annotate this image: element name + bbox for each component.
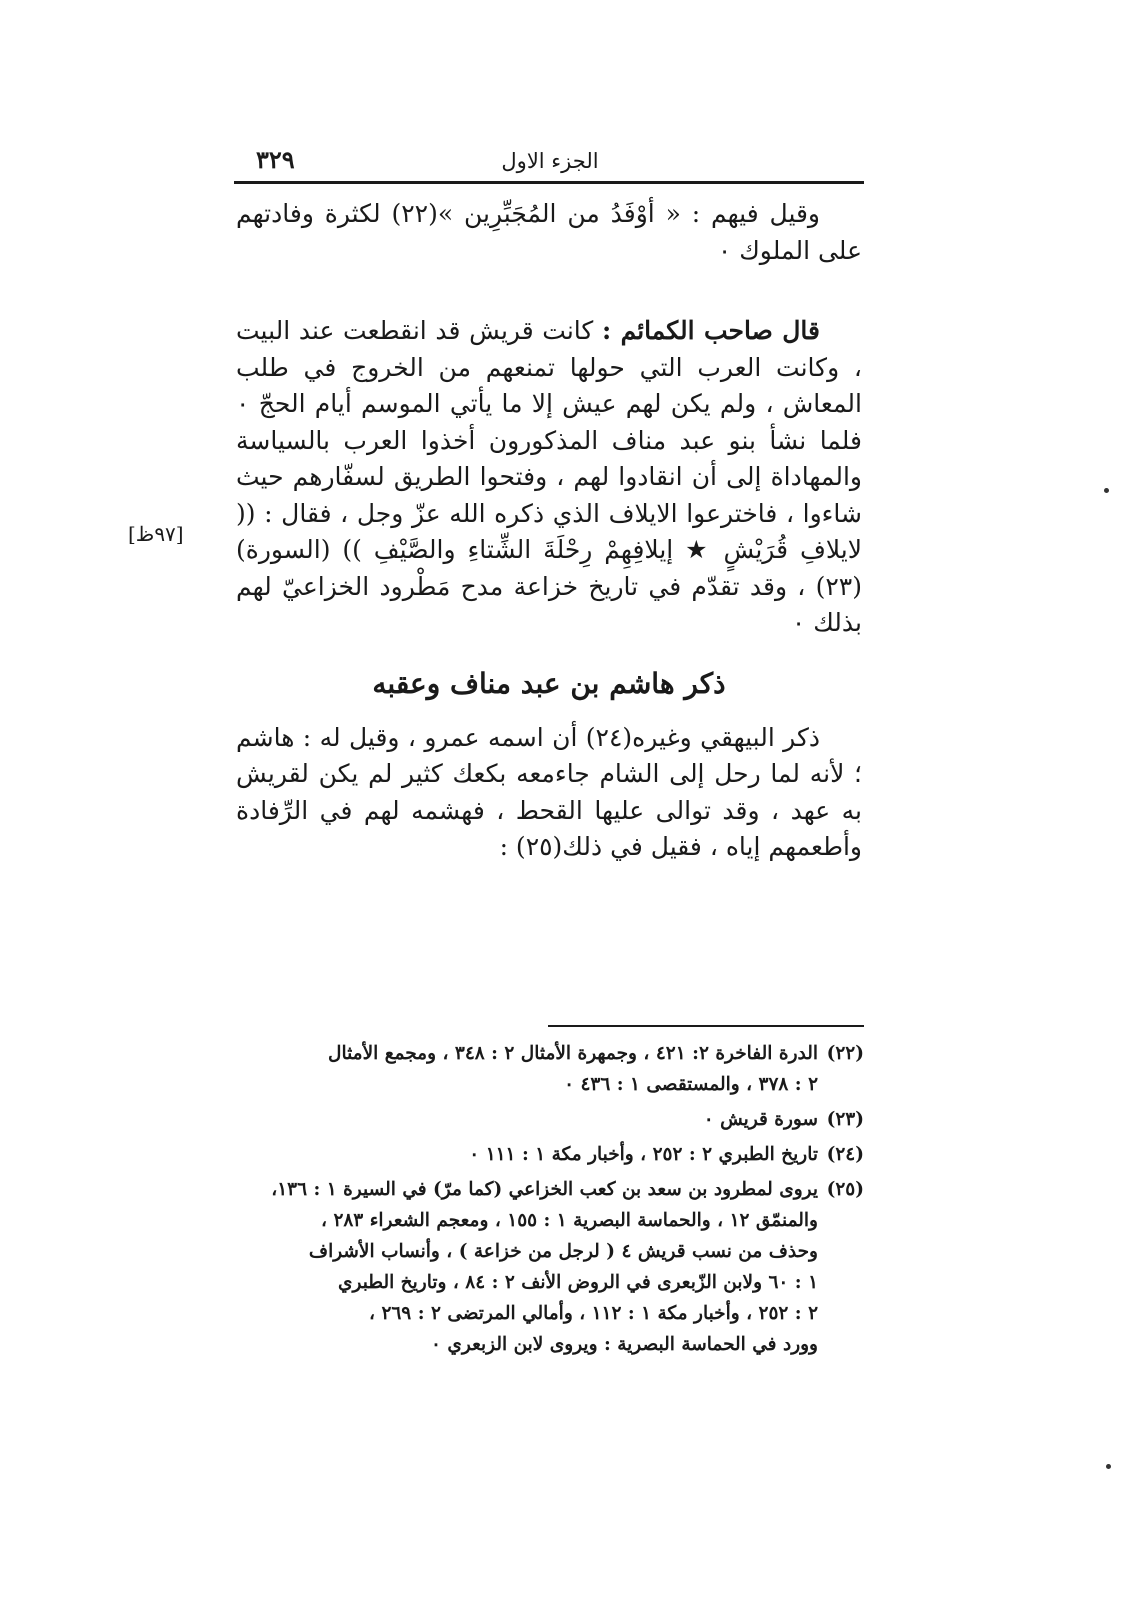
footnote	[234, 1038, 864, 1100]
footnote-number: (٢٥)	[826, 1179, 864, 1200]
footnote-line: والمنمّق ١٢ ، والحماسة البصرية ١ : ١٥٥ ، ومعجم الشعراء ٢٨٣ ،	[321, 1210, 818, 1231]
footnote	[234, 1174, 864, 1360]
header-title: الجزء الاول	[501, 149, 599, 173]
footnote-line: ١ : ٦٠ ولابن الزّبعرى في الروض الأنف ٢ : ٨٤ ، وتاريخ الطبري	[338, 1272, 818, 1293]
footnotes	[234, 1038, 864, 1364]
footnote-line: سورة قريش ٠	[703, 1109, 818, 1130]
footnote-text	[234, 1174, 818, 1360]
paragraph-2-text: كانت قريش قد انقطعت عند البيت ، وكانت العرب التي حولها تمنعهم من الخروج في طلب المعاش ، ولم يكن لهم عيش إلا ما يأتي الموسم أيام الحجّ ٠ فلما نشأ بنو عبد مناف المذكورون أخذوا العرب بالسياسة والمهاداة إلى أن انقادوا لهم ، وفتحوا الطريق لسفّارهم حيث شاءوا ، فاخترعوا الايلاف الذي ذكره الله عزّ وجل ، فقال :	[236, 316, 862, 528]
footnote-rule	[548, 1025, 864, 1027]
footnote-line: ٢ : ٢٥٢ ، وأخبار مكة ١ : ١١٢ ، وأمالي المرتضى ٢ : ٢٦٩ ،	[369, 1303, 818, 1324]
footnote-text	[234, 1139, 818, 1170]
footnote-line: وورد في الحماسة البصرية : ويروى لابن الزبعري ٠	[431, 1334, 818, 1355]
quran-quote: (( لايلافِ قُرَيْشٍ ★ إيلافِهِمْ رِحْلَةَ الشِّتاءِ والصَّيْفِ )) (السورة)(٢٣) ، وقد تقدّم في تاريخ خزاعة مدح مَطْرود الخزاعيّ لهم بذلك ٠	[236, 498, 862, 637]
margin-folio-note: [٩٧ظ]	[128, 522, 184, 546]
footnote	[234, 1139, 864, 1170]
footnote-number: (٢٤)	[826, 1144, 864, 1165]
footnote-line: يروى لمطرود بن سعد بن كعب الخزاعي (كما مرّ) في السيرة ١ : ١٣٦،	[271, 1179, 818, 1200]
footnote-line: تاريخ الطبري ٢ : ٢٥٢ ، وأخبار مكة ١ : ١١١ ٠	[469, 1144, 818, 1165]
header-rule	[234, 181, 864, 184]
main-text	[236, 196, 862, 866]
paragraph-2	[236, 313, 862, 642]
footnote-number: (٢٢)	[826, 1043, 864, 1064]
scan-speck	[1104, 488, 1109, 493]
footnote-text	[234, 1038, 818, 1100]
paragraph-3: ذكر البيهقي وغيره(٢٤) أن اسمه عمرو ، وقيل له : هاشم ؛ لأنه لما رحل إلى الشام جاءمعه بكعك كثير لم يكن لقريش به عهد ، وقد توالى عليها القحط ، فهشمه لهم في الرِّفادة وأطعمهم إياه ، فقيل في ذلك(٢٥) :	[236, 722, 862, 861]
footnote	[234, 1104, 864, 1135]
paragraph-1: وقيل فيهم : « أوْفَدُ من المُجَبِّرِين »(٢٢) لكثرة وفادتهم على الملوك ٠	[236, 199, 862, 265]
running-header	[236, 145, 864, 181]
footnote-line: وحذف من نسب قريش ٤ ( لرجل من خزاعة ) ، وأنساب الأشراف	[308, 1241, 818, 1262]
footnote-text	[234, 1104, 818, 1135]
footnote-line: ٢ : ٣٧٨ ، والمستقصى ١ : ٤٣٦ ٠	[564, 1074, 818, 1095]
footnote-number: (٢٣)	[826, 1109, 864, 1130]
paragraph-2-lead: قال صاحب الكمائم :	[601, 316, 820, 345]
footnote-line: الدرة الفاخرة ٢: ٤٢١ ، وجمهرة الأمثال ٢ : ٣٤٨ ، ومجمع الأمثال	[328, 1043, 818, 1064]
page-number: ٣٢٩	[256, 145, 295, 174]
scan-speck	[1106, 1464, 1111, 1469]
section-heading: ذكر هاشم بن عبد مناف وعقبه	[372, 666, 726, 700]
